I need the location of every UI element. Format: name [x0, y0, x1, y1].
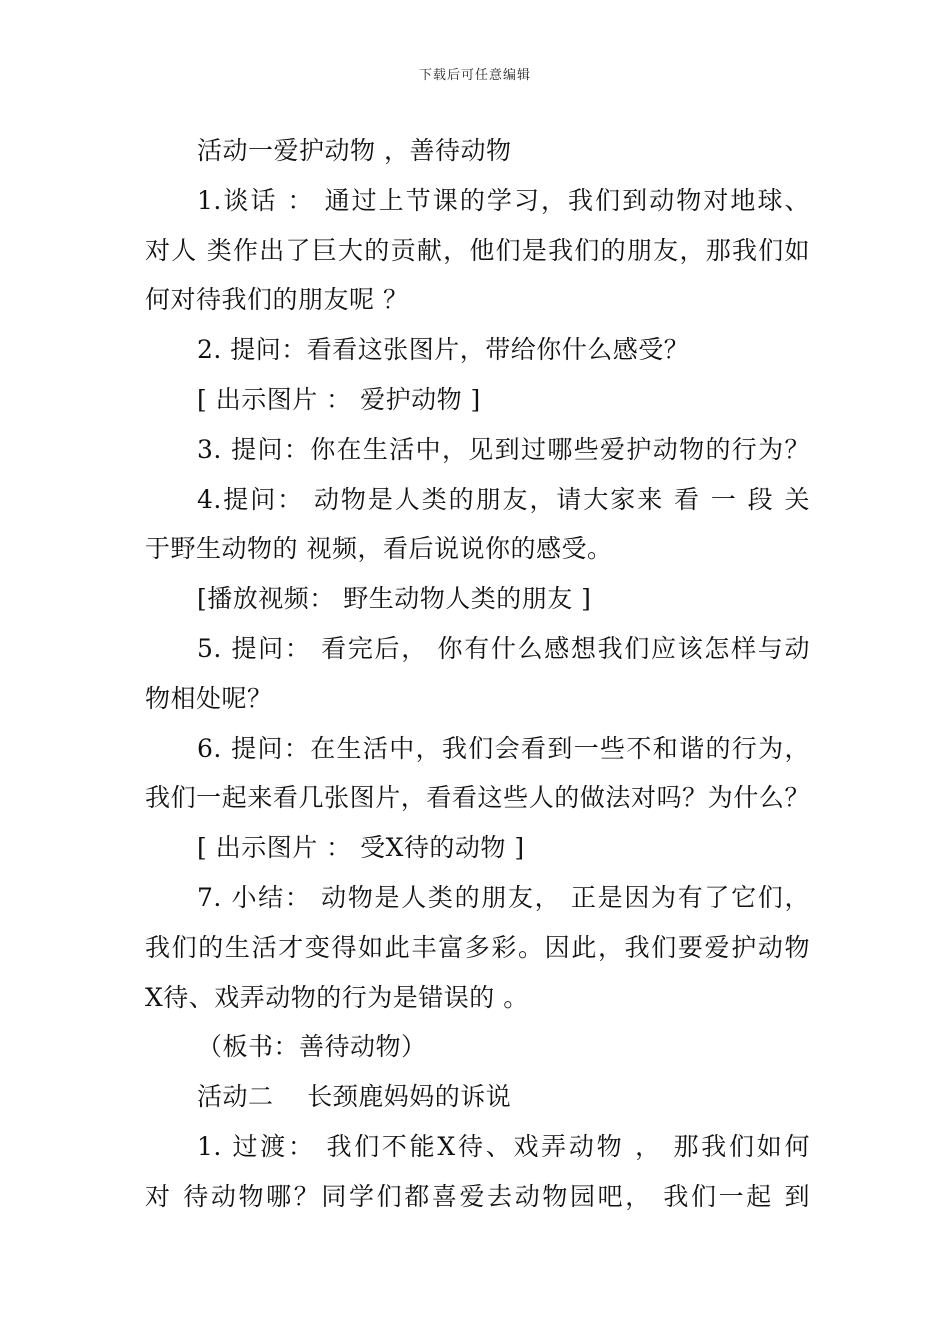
paragraph-line: 何对待我们的朋友呢 ？: [145, 285, 409, 315]
paragraph-line: X待、戏弄动物的行为是错误的 。: [145, 982, 529, 1012]
activity-two-heading: 活动二 长颈鹿妈妈的诉说: [197, 1082, 512, 1112]
paragraph-line: 1. 过渡： 我们不能X待、戏弄动物 ， 那我们如何: [197, 1131, 810, 1161]
page-header: 下载后可任意编辑: [418, 68, 531, 83]
paragraph-line: 我们的生活才变得如此丰富多彩。因此，我们要爱护动物: [145, 932, 810, 962]
paragraph-line: 1.谈话 ： 通过上节课的学习，我们到动物对地球、: [197, 185, 810, 215]
blackboard-note: （板书：善待动物）: [197, 1032, 427, 1062]
paragraph-line: 7. 小结： 动物是人类的朋友， 正是因为有了它们，: [197, 882, 810, 912]
paragraph-line: 对 待动物哪？同学们都喜爱去动物园吧， 我们一起 到: [145, 1181, 810, 1211]
paragraph-line: 2. 提问：看看这张图片，带给你什么感受？: [197, 335, 690, 365]
activity-one-heading: 活动一爱护动物 ，善待动物: [197, 136, 512, 165]
paragraph-line: 6. 提问：在生活中，我们会看到一些不和谐的行为，: [197, 733, 810, 763]
paragraph-line: 我们一起来看几张图片，看看这些人的做法对吗？为什么？: [145, 783, 810, 813]
paragraph-line: [ 出示图片 ： 受X待的动物 ]: [197, 833, 525, 863]
paragraph-line: 3. 提问：你在生活中，见到过哪些爱护动物的行为？: [197, 434, 810, 464]
paragraph-line: 5. 提问： 看完后， 你有什么感想我们应该怎样与动: [197, 633, 810, 663]
paragraph-line: 4.提问： 动物是人类的朋友，请大家来 看 一 段 关: [197, 484, 810, 514]
paragraph-line: [播放视频： 野生动物人类的朋友 ]: [197, 584, 592, 614]
paragraph-line: [ 出示图片 ： 爱护动物 ]: [197, 384, 481, 414]
paragraph-line: 物相处呢？: [145, 683, 273, 713]
document-body: [145, 126, 810, 1222]
paragraph-line: 对人 类作出了巨大的贡献，他们是我们的朋友，那我们如: [145, 235, 810, 265]
paragraph-line: 于野生动物的 视频，看后说说你的感受。: [145, 534, 613, 564]
